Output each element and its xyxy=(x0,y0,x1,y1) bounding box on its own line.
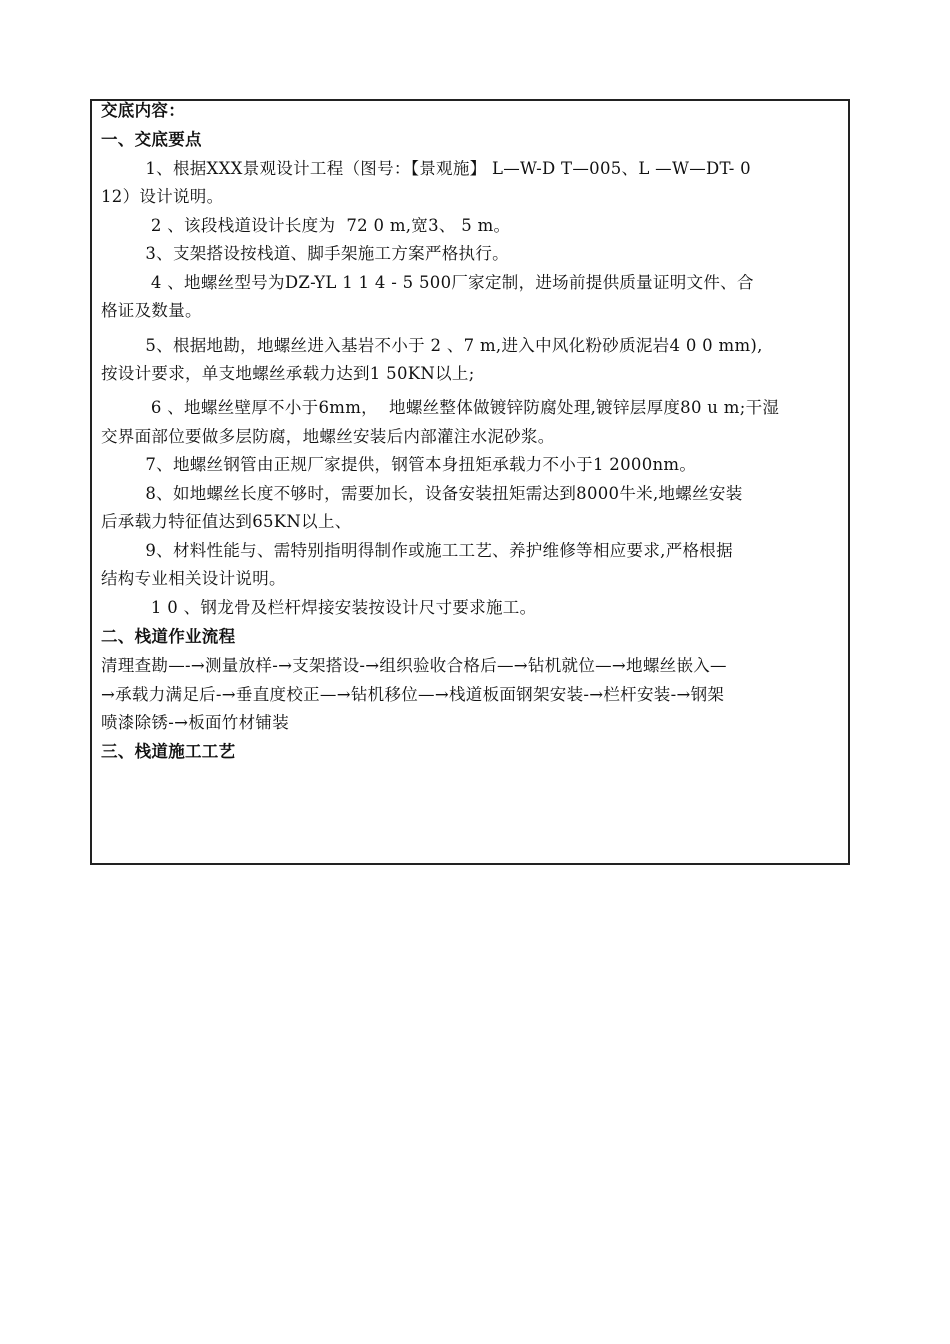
section-title-key-points: 一、交底要点 xyxy=(101,130,202,149)
item-5-line-2: 按设计要求，单支地螺丝承载力达到1 50KN以上; xyxy=(101,364,475,383)
item-9-line-1: 9、材料性能与、需特别指明得制作或施工工艺、养护维修等相应要求,严格根据 xyxy=(101,541,733,560)
item-3: 3、支架搭设按栈道、脚手架施工方案严格执行。 xyxy=(101,244,509,263)
item-6-line-2: 交界面部位要做多层防腐，地螺丝安装后内部灌注水泥砂浆。 xyxy=(101,427,555,446)
item-1-line-2: 12）设计说明。 xyxy=(101,187,224,206)
item-2: 2 、该段栈道设计长度为 72 0 m,宽3、 5 m。 xyxy=(101,216,511,235)
item-4-line-1: 4 、地螺丝型号为DZ-YL 1 1 4 - 5 500厂家定制，进场前提供质量证明文件、合 xyxy=(101,273,754,292)
item-5-line-1: 5、根据地勘，地螺丝进入基岩不小于 2 、7 m,进入中风化粉砂质泥岩4 0 0 mm), xyxy=(101,336,763,355)
content-label: 交底内容： xyxy=(101,101,185,120)
item-1-line-1: 1、根据XXX景观设计工程（图号：【景观施】 L—W-D T—005、L —W—DT- 0 xyxy=(101,159,751,178)
item-4-line-2: 格证及数量。 xyxy=(101,301,202,320)
section-title-workflow: 二、栈道作业流程 xyxy=(101,627,236,646)
item-8-line-2: 后承载力特征值达到65KN以上、 xyxy=(101,512,352,531)
workflow-line-2: →承载力满足后-→垂直度校正—→钻机移位—→栈道板面钢架安装-→栏杆安装-→钢架 xyxy=(101,685,725,704)
item-6-line-1: 6 、地螺丝壁厚不小于6mm， 地螺丝整体做镀锌防腐处理,镀锌层厚度80 u m;干湿 xyxy=(101,398,780,417)
item-10: 1 0 、钢龙骨及栏杆焊接安装按设计尺寸要求施工。 xyxy=(101,598,537,617)
item-7: 7、地螺丝钢管由正规厂家提供，钢管本身扭矩承载力不小于1 2000nm。 xyxy=(101,455,697,474)
workflow-line-1: 清理查勘—-→测量放样-→支架搭设-→组织验收合格后—→钻机就位—→地螺丝嵌入— xyxy=(101,656,727,675)
workflow-line-3: 喷漆除锈-→板面竹材铺装 xyxy=(101,713,290,732)
item-8-line-1: 8、如地螺丝长度不够时，需要加长，设备安装扭矩需达到8000牛米,地螺丝安装 xyxy=(101,484,743,503)
item-9-line-2: 结构专业相关设计说明。 xyxy=(101,569,286,588)
section-title-construction-process: 三、栈道施工工艺 xyxy=(101,742,236,761)
